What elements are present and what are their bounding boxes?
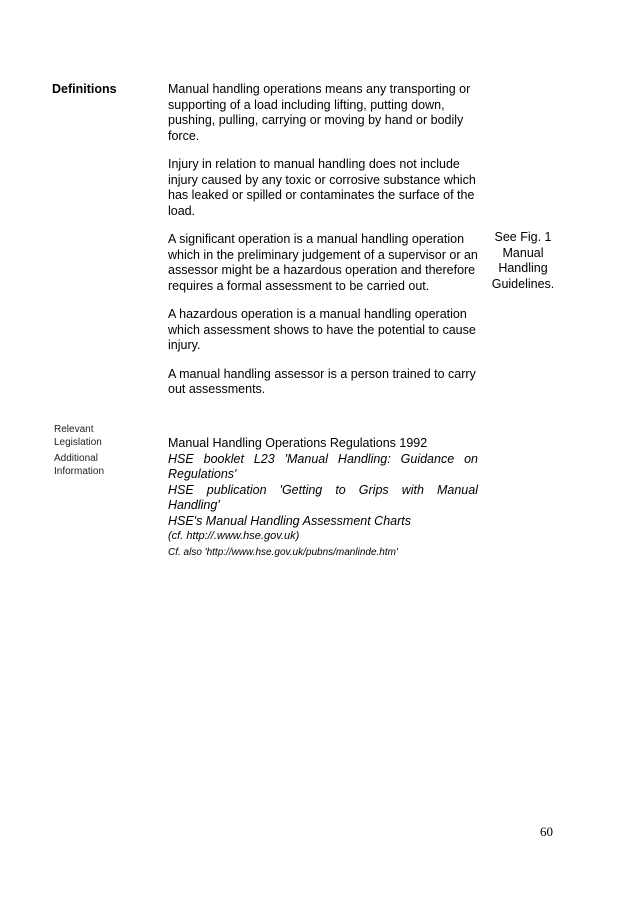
- note-line: Handling: [498, 261, 548, 275]
- note-line: Guidelines.: [491, 276, 555, 291]
- ref-hse-publication: HSE publication 'Getting to Grips with Manual: [168, 482, 478, 497]
- definition-assessor: A manual handling assessor is a person trained to carry out assessments.: [168, 366, 476, 396]
- note-line: See Fig. 1: [494, 230, 552, 244]
- ref-hse-booklet-cont: Regulations': [168, 467, 237, 481]
- page-number: 60: [540, 824, 553, 839]
- definition-hazardous-operation: A hazardous operation is a manual handling operation which assessment shows to have the potential to cause injury.: [168, 307, 476, 352]
- definition-manual-handling: Manual handling operations means any transporting or supporting of a load including lifting, putting down, pushing, pulling, carrying or moving by hand or bodily force.: [168, 82, 471, 143]
- ref-cf-also-link: Cf. also 'http://www.hse.gov.uk/pubns/manlinde.htm': [168, 546, 398, 558]
- references-block: [168, 436, 478, 560]
- definition-significant-operation: A significant operation is a manual handling operation which in the preliminary judgement of a supervisor or an assessor might be a hazardous operation and therefore requires a formal assessment to be carried out.: [168, 232, 478, 293]
- label-line: Relevant: [54, 424, 94, 435]
- ref-regulations: Manual Handling Operations Regulations 1992: [168, 436, 428, 450]
- additional-information-label: [54, 453, 104, 478]
- ref-hse-booklet: HSE booklet L23 'Manual Handling: Guidance on: [168, 451, 478, 466]
- definitions-list: [168, 82, 478, 411]
- label-line: Information: [54, 465, 105, 477]
- definition-injury: Injury in relation to manual handling does not include injury caused by any toxic or corrosive substance which has leaked or spilled or contaminates the surface of the load.: [168, 157, 476, 218]
- label-line: Legislation: [54, 436, 102, 448]
- ref-hse-publication-cont: Handling': [168, 498, 220, 512]
- see-figure-note: [483, 230, 563, 292]
- label-line: Additional: [54, 453, 98, 464]
- definitions-heading: Definitions: [52, 82, 117, 96]
- ref-assessment-charts: HSE's Manual Handling Assessment Charts: [168, 513, 411, 528]
- relevant-legislation-label: [54, 424, 102, 449]
- note-line: Manual: [502, 245, 544, 260]
- ref-cf-link: (cf. http://.www.hse.gov.uk): [168, 530, 300, 542]
